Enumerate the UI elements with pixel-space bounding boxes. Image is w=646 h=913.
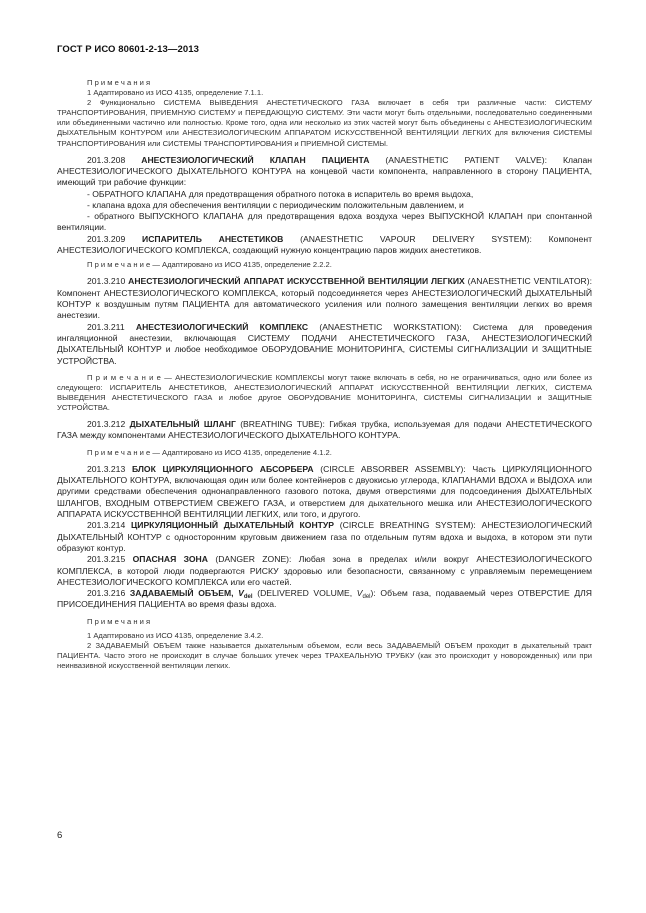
definition-number: 201.3.215 [87,554,126,565]
symbol-subscript: del [362,594,371,601]
definition-term: АНЕСТЕЗИОЛОГИЧЕСКИЙ АППАРАТ ИСКУССТВЕННОЙ ВЕНТИЛЯЦИИ ЛЕГКИХ [128,276,465,287]
definition-number: 201.3.211 [87,321,125,332]
definition-210 [57,276,592,321]
definition-number: 201.3.212 [87,419,126,430]
definition-208 [57,155,592,189]
definition-text: (CIRCLE BREATHING SYSTEM): АНЕСТЕЗИОЛОГИЧЕСКИЙ ДЫХАТЕЛЬНЫЙ КОНТУР с односторонним круговым движением газа по отдельным путям вдоха и выдоха, в котором эти пути образуют контур. [57,520,593,553]
document-body [57,78,592,671]
definition-number: 201.3.213 [87,463,126,474]
definition-number: 201.3.216 [87,588,126,599]
note-label: П р и м е ч а н и е [87,372,161,382]
definition-term: ЦИРКУЛЯЦИОННЫЙ ДЫХАТЕЛЬНЫЙ КОНТУР [131,520,335,531]
page-number: 6 [57,830,63,841]
note-line: 1 Адаптировано из ИСО 4135, определение 3.4.2. [87,630,264,640]
note-text: — АНЕСТЕЗИОЛОГИЧЕСКИЕ КОМПЛЕКСЫ могут также включать в себя, но не ограничиваться, одно или более из следующего: ИСПАРИТЕЛЬ АНЕСТЕТИКОВ, АНЕСТЕЗИОЛОГИЧЕСКИЙ АППАРАТ ИСКУССТВЕННОЙ ВЕНТИЛЯЦИИ ЛЕГКИХ, СИСТЕМА ВЫВЕДЕНИЯ АНЕСТЕТИЧЕСКОГО ГАЗА и любое другое ОБОРУДОВАНИЕ МОНИТОРИНГА, СИСТЕМЫ СИГНАЛИЗАЦИИ и ЗАЩИТНЫЕ УСТРОЙСТВА. [57,372,592,413]
definition-text: (ANAESTHETIC WORKSTATION): Система для проведения ингаляционной анестезии, включающая СИСТЕМУ ПОДАЧИ АНЕСТЕТИЧЕСКОГО ГАЗА, АНЕСТЕЗИОЛОГИЧЕСКИЙ ДЫХАТЕЛЬНЫЙ КОНТУР и любое необходимое ОБОРУДОВАНИЕ МОНИТОРИНГА, СИСТЕМЫ СИГНАЛИЗАЦИИ И ЗАЩИТНЫЕ УСТРОЙСТВА. [57,321,592,366]
note-label: П р и м е ч а н и е [87,260,151,270]
note-heading: П р и м е ч а н и я [87,616,151,626]
definition-term: ДЫХАТЕЛЬНЫЙ ШЛАНГ [129,419,236,430]
document-header: ГОСТ Р ИСО 80601-2-13—2013 [57,44,200,55]
list-item: - ОБРАТНОГО КЛАПАНА для предотвращения обратного потока в испаритель во время выдоха, [87,188,474,199]
note-heading: П р и м е ч а н и я [87,78,151,87]
definition-211 [57,322,592,367]
definition-209 [57,234,592,257]
note-209 [57,260,592,270]
symbol-v: V [356,588,363,599]
definition-text: ): Объем газа, подаваемый через ОТВЕРСТИЕ ДЛЯ ПРИСОЕДИНЕНИЯ ПАЦИЕНТА во время фазы вдоха. [57,588,593,610]
note-line: 1 Адаптировано из ИСО 4135, определение 7.1.1. [87,88,264,98]
definition-text: (ANAESTHETIC VENTILATOR): Компонент АНЕСТЕЗИОЛОГИЧЕСКОГО КОМПЛЕКСА, который подсоединяется через АНЕСТЕЗИОЛОГИЧЕСКИЙ ДЫХАТЕЛЬНЫЙ КОНТУР к воздушным путям ПАЦИЕНТА для автоматического усиления или полного замещения вентиляции легких во время анестезии. [57,276,592,321]
note-label: П р и м е ч а н и е [87,447,151,457]
definition-term: ИСПАРИТЕЛЬ АНЕСТЕТИКОВ [142,233,284,244]
definition-text: (DELIVERED VOLUME, [252,588,357,599]
definition-number: 201.3.214 [87,520,126,531]
definition-text: (ANAESTHETIC VAPOUR DELIVERY SYSTEM): Компонент АНЕСТЕЗИОЛОГИЧЕСКОГО КОМПЛЕКСА, создающий нужную концентрацию паров жидких анестетиков. [57,233,593,256]
symbol-subscript: del [243,594,253,601]
definition-213 [57,464,592,520]
definition-term: ОПАСНАЯ ЗОНА [132,554,208,565]
definition-text: (ANAESTHETIC PATIENT VALVE): Клапан АНЕСТЕЗИОЛОГИЧЕСКОГО ДЫХАТЕЛЬНОГО КОНТУРА на концевой части компонента, направленного в сторону ПАЦИЕНТА, имеющий три рабочие функции: [57,154,592,188]
note-text: — Адаптировано из ИСО 4135, определение 4.1.2. [150,447,332,457]
definition-number: 201.3.208 [87,154,126,165]
note-text: — Адаптировано из ИСО 4135, определение 2.2.2. [150,260,332,270]
definition-term: АНЕСТЕЗИОЛОГИЧЕСКИЙ КОМПЛЕКС [135,321,309,332]
definition-term: ЗАДАВАЕМЫЙ ОБЪЕМ, $V_{del}$ [129,588,253,601]
definition-text: (BREATHING TUBE): Гибкая трубка, используемая для подачи АНЕСТЕТИЧЕСКОГО ГАЗА между компонентами АНЕСТЕЗИОЛОГИЧЕСКОГО ДЫХАТЕЛЬНОГО КОНТУРА. [57,419,593,441]
definition-212 [57,419,592,442]
definition-216 [57,588,592,611]
definition-number: 201.3.209 [87,233,126,244]
symbol-v: V [238,588,244,599]
definition-text: (CIRCLE ABSORBER ASSEMBLY): Часть ЦИРКУЛЯЦИОННОГО ДЫХАТЕЛЬНОГО КОНТУРА, включающая один или более контейнеров с двуокисью углерода, КЛАПАНАМИ ВДОХА и ВЫДОХА или другими средствами обеспечения однонаправленного газового потока, двумя отверстиями для подсоединения ДЫХАТЕЛЬНЫХ ШЛАНГОВ, ВХОДНЫМ ОТВЕРСТИЕМ СВЕЖЕГО ГАЗА, и отверстием для дыхательного мешка или АНЕСТЕЗИОЛОГИЧЕСКОГО АППАРАТА ИСКУССТВЕННОЙ ВЕНТИЛЯЦИИ ЛЕГКИХ, или того, и другого. [57,463,592,520]
definition-215 [57,554,592,588]
note-line: 2 Функционально СИСТЕМА ВЫВЕДЕНИЯ АНЕСТЕТИЧЕСКОГО ГАЗА включает в себя три различные части: СИСТЕМУ ТРАНСПОРТИРОВАНИЯ, ПРИЕМНУЮ СИСТЕМУ и ПЕРЕДАЮЩУЮ СИСТЕМУ. Эти части могут быть отдельными, последовательно соединенными или объединенными частично или полностью. Кроме того, одна или несколько из этих частей могут быть объединены с АНЕСТЕЗИОЛОГИЧЕСКИМ ДЫХАТЕЛЬНЫМ КОНТУРОМ или АНЕСТЕЗИОЛОГИЧЕСКИМ АППАРАТОМ ИСКУССТВЕННОЙ ВЕНТИЛЯЦИИ ЛЕГКИХ для включения СИСТЕМЫ ТРАНСПОРТИРОВАНИЯ или СИСТЕМЫ ТРАНСПОРТИРОВАНИЯ и ПРИЕМНОЙ СИСТЕМЫ. [57,98,592,148]
list-item: - обратного ВЫПУСКНОГО КЛАПАНА для предотвращения вдоха воздуха через ВЫПУСКНОЙ КЛАПАН при спонтанной вентиляции. [57,211,592,233]
note-212 [57,448,592,458]
definition-term: АНЕСТЕЗИОЛОГИЧЕСКИЙ КЛАПАН ПАЦИЕНТА [141,154,370,165]
definition-214 [57,520,592,554]
definition-term: БЛОК ЦИРКУЛЯЦИОННОГО АБСОРБЕРА [131,463,314,474]
definition-text: (DANGER ZONE): Любая зона в пределах и/или вокруг АНЕСТЕЗИОЛОГИЧЕСКОГО КОМПЛЕКСА, в которой люди подвергаются РИСКУ здоровью или безопасности, связанному с управляемым перемещением АНЕСТЕЗИОЛОГИЧЕСКОГО КОМПЛЕКСА или его частей. [57,554,593,587]
definition-number: 201.3.210 [87,276,126,287]
note-211 [57,373,592,413]
list-item: - клапана вдоха для обеспечения вентиляции с периодическим положительным давлением, и [87,199,464,210]
note-line: 2 ЗАДАВАЕМЫЙ ОБЪЕМ также называется дыхательным объемом, если весь ЗАДАВАЕМЫЙ ОБЪЕМ проходит в дыхательный тракт ПАЦИЕНТА. Часто этого не происходит в случае больших утечек через ТРАХЕАЛЬНУЮ ТРУБКУ (как это происходит у новорожденных) или при неинвазивной искусственной вентиляции легких. [57,640,592,671]
